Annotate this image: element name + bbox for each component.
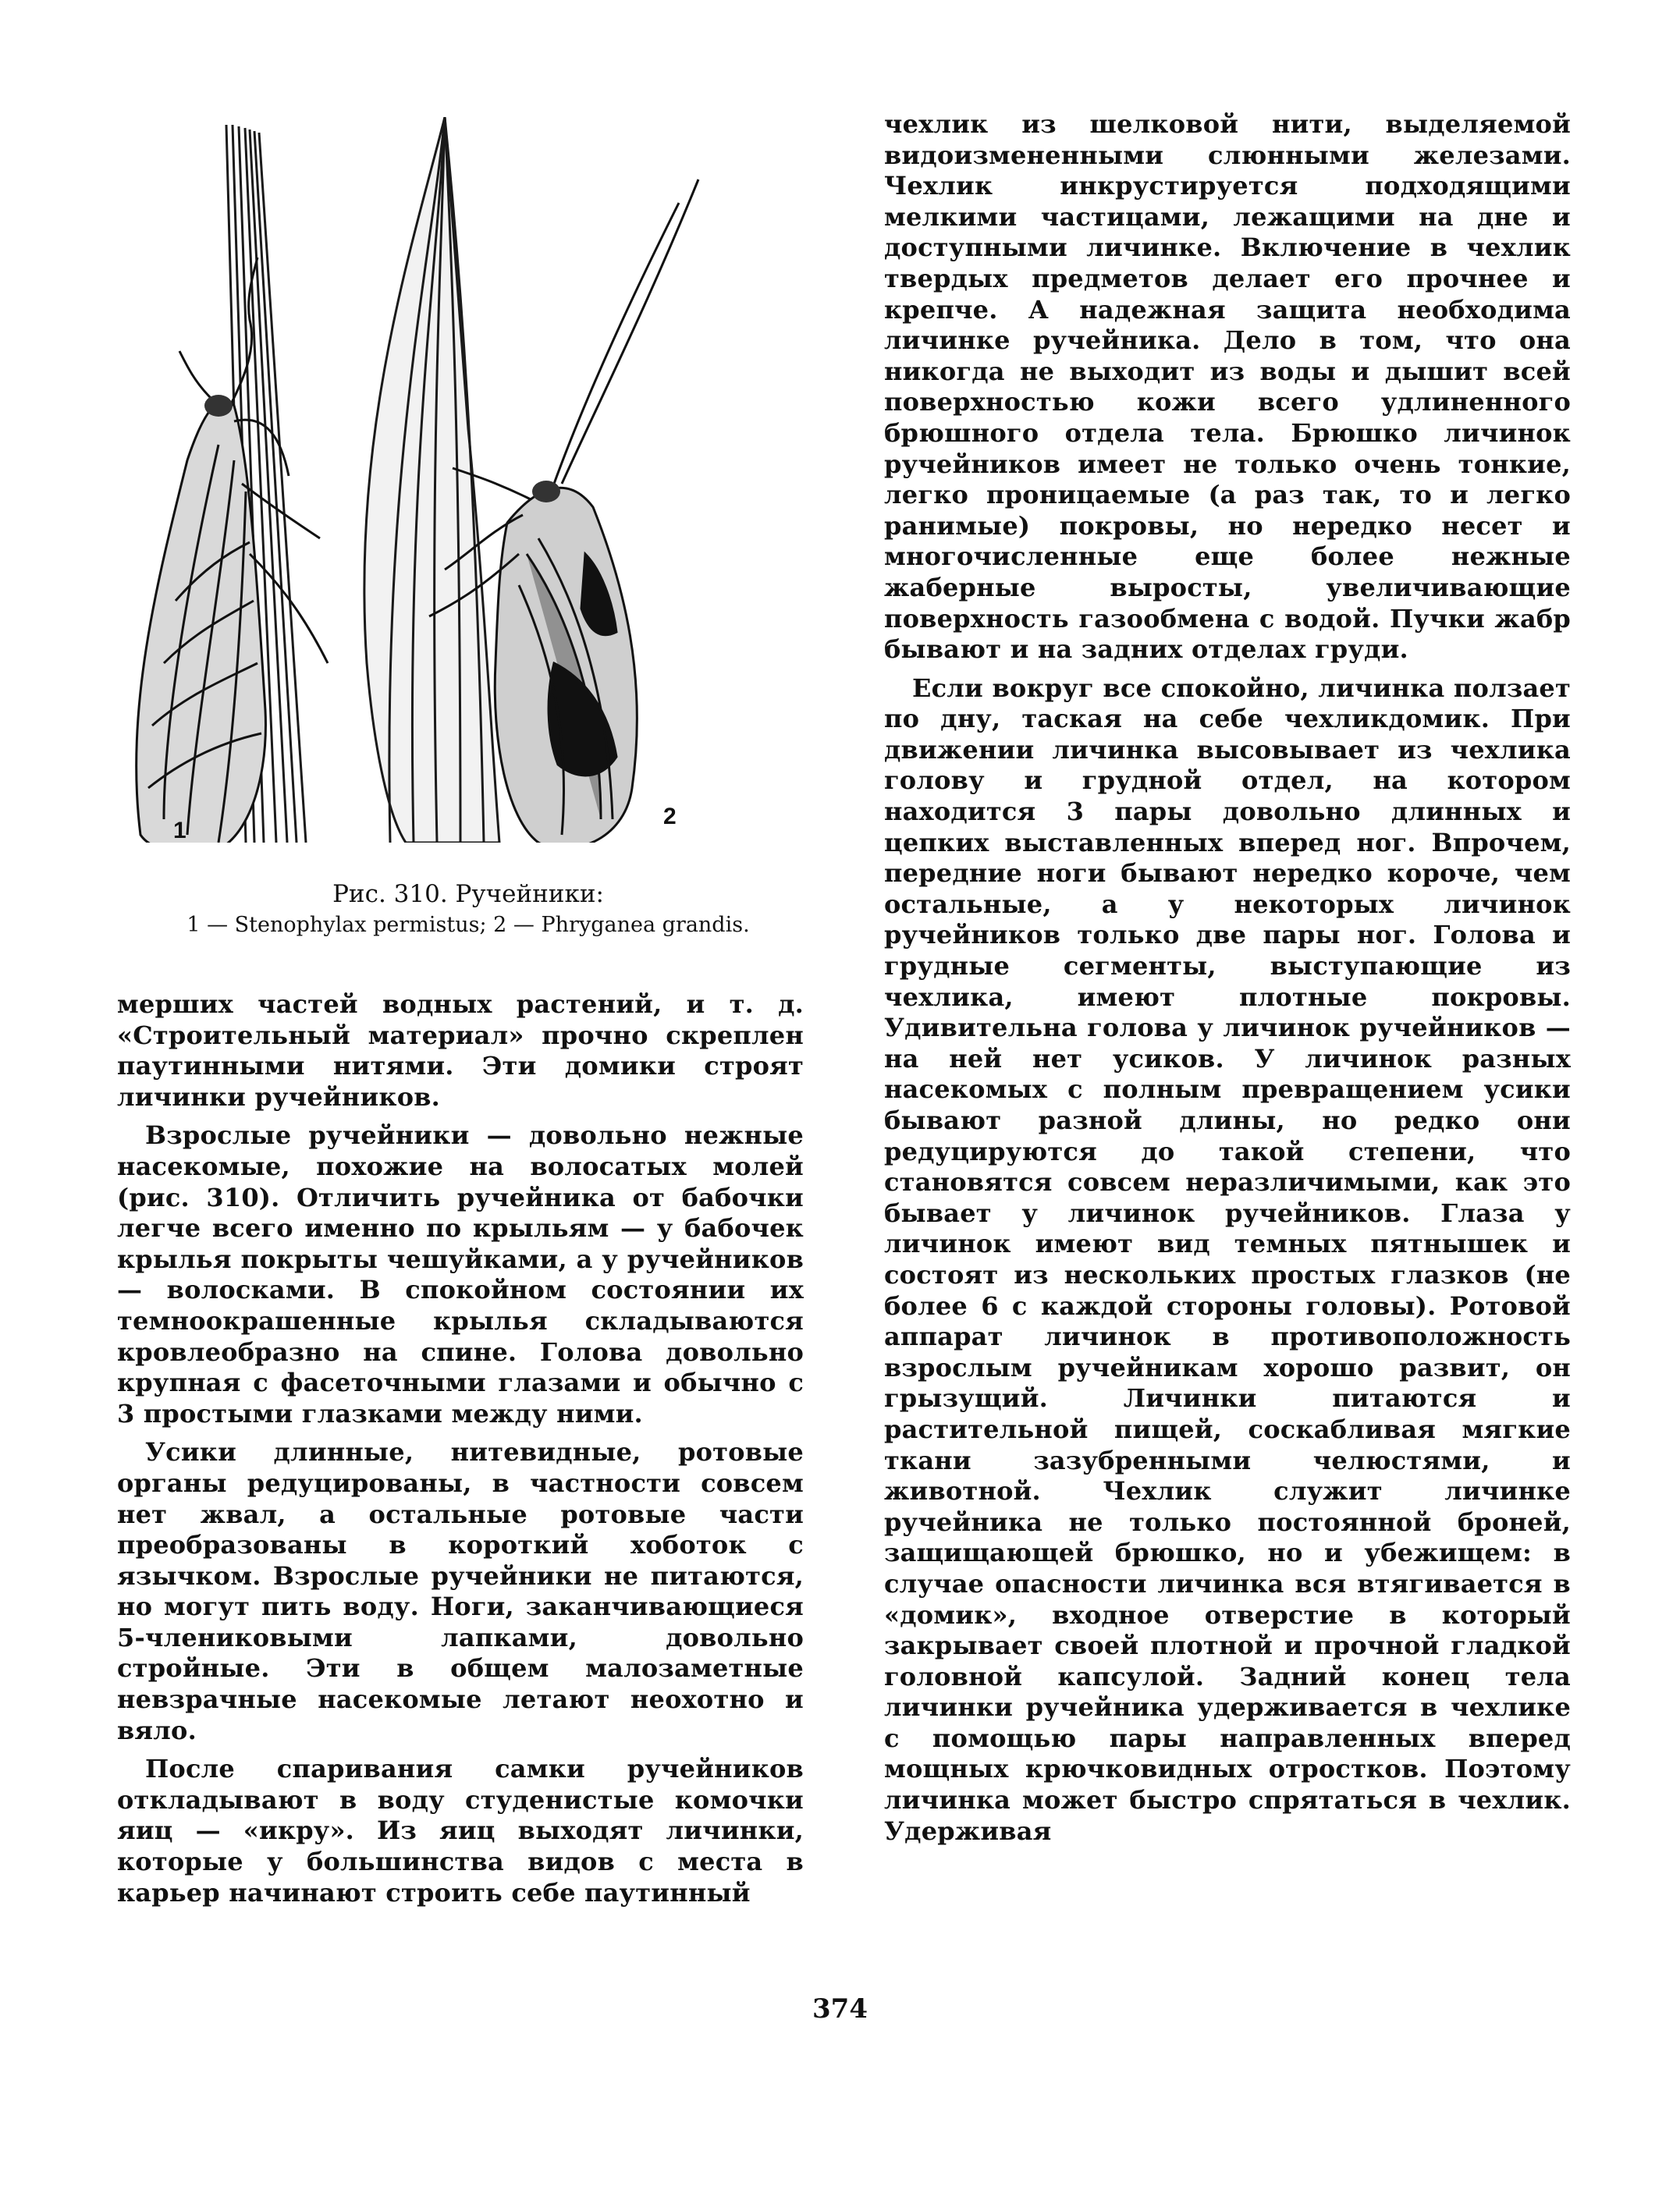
right-column — [884, 109, 1571, 1847]
figure-caption — [117, 878, 819, 940]
figure-label-1: 1 — [173, 818, 186, 843]
figure-label-2: 2 — [663, 804, 677, 829]
caddisfly-1-wing — [137, 401, 266, 843]
caddisfly-1-head — [204, 395, 233, 417]
stem-2 — [364, 117, 499, 843]
left-column — [117, 989, 804, 1908]
page-number: 374 — [812, 1993, 868, 2025]
caddisfly-2-wing — [495, 488, 637, 843]
right-paragraph-2: Если вокруг все спокойно, личинка ползает по дну, таская на себе чехликдомик. При движении личинка высовывает из чехлика голову и грудной отдел, на котором находится 3 пары довольно длинных и цепких выставленных вперед ног. Впрочем, передние ноги бывают нередко короче, чем остальные, а у некоторых личинок ручейников только две пары ног. Голова и грудные сегменты, выступающие из чехлика, имеют плотные покровы. Удивительна голова у личинок ручейников — на ней нет усиков. У личинок разных насекомых с полным превращением усики бывают разной длины, но редко они редуцируются до такой степени, что становятся совсем неразличимыми, как это бывает у личинок ручейников. Глаза у личинок имеют вид темных пятнышек и состоят из нескольких простых глазков (не более 6 с каждой стороны головы). Ротовой аппарат личинок в противоположность взрослым ручейникам хорошо развит, он грызущий. Личинки питаются и растительной пищей, соскабливая мягкие ткани зазубренными челюстями, и животной. Чехлик служит личинке ручейника не только постоянной броней, защищающей брюшко, но и убежищем: в случае опасности личинка вся втягивается в «домик», входное отверстие в который закрывает своей плотной и прочной гладкой головной капсулой. Задний конец тела личинки ручейника удерживается в чехлике с помощью пары направленных вперед мощных крючковидных отростков. Поэтому личинка может быстро спрятаться в чехлик. Удерживая — [884, 673, 1571, 1846]
left-paragraph-2: Взрослые ручейники — довольно нежные насекомые, похожие на волосатых молей (рис. 310). Отличить ручейника от бабочки легче всего именно по крыльям — у бабочек крылья покрыты чешуйками, а у ручейников — волосками. В спокойном состоянии их темноокрашенные крылья складываются кровлеобразно на спине. Голова довольно крупная с фасеточными глазами и обычно с 3 простыми глазками между ними. — [117, 1120, 804, 1429]
left-paragraph-4: После спаривания самки ручейников откладывают в воду студенистые комочки яиц — «икру». Из яиц выходят личинки, которые у большинства видов с места в карьер начинают строить себе паутинный — [117, 1754, 804, 1908]
caption-title: Рис. 310. Ручейники: — [332, 880, 604, 908]
right-paragraph-1: чехлик из шелковой нити, выделяемой видоизмененными слюнными железами. Чехлик инкрустируется подходящими мелкими частицами, лежащими на дне и доступными личинке. Включение в чехлик твердых предметов делает его прочнее и крепче. А надежная защита необходима личинке ручейника. Дело в том, что она никогда не выходит из воды и дышит всей поверхностью кожи всего удлиненного брюшного отдела тела. Брюшко личинок ручейников имеет не только очень тонкие, легко проницаемые (а раз так, то и легко ранимые) покровы, но нередко несет и многочисленные еще более нежные жаберные выросты, увеличивающие поверхность газообмена с водой. Пучки жабр бывают и на задних отделах груди. — [884, 109, 1571, 665]
caddisfly-2-head — [532, 481, 560, 502]
left-paragraph-1: мерших частей водных растений, и т. д. «Строительный материал» прочно скреплен паутинными нитями. Эти домики строят личинки ручейников. — [117, 989, 804, 1112]
caddisfly-illustration — [133, 117, 788, 897]
caption-legend: 1 — Stenophylax permistus; 2 — Phryganea grandis. — [186, 913, 750, 937]
left-paragraph-3: Усики длинные, нитевидные, ротовые органы редуцированы, в частности совсем нет жвал, а остальные ротовые части преобразованы в короткий хоботок с язычком. Взрослые ручейники не питаются, но могут пить воду. Ноги, заканчивающиеся 5-члениковыми лапками, довольно стройные. Эти в общем малозаметные невзрачные насекомые летают неохотно и вяло. — [117, 1437, 804, 1745]
caddisfly-drawing — [133, 117, 788, 843]
caddisfly-2-antennae — [554, 179, 698, 484]
